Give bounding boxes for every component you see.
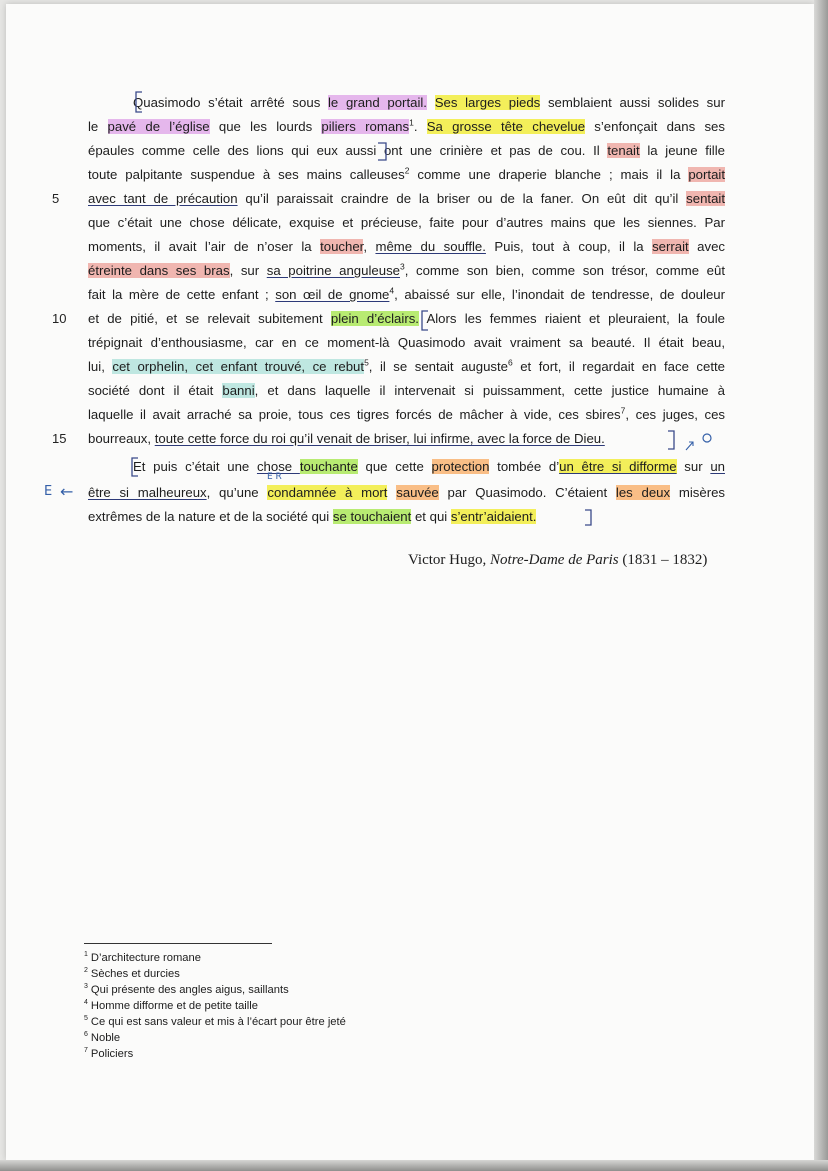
text-line: que c’était une chose délicate, exquise et précieuse, faite pour d’autres mains que les siennes. Par <box>88 215 725 230</box>
footnote: $^5$ Ce qui est sans valeur et mis à l’écart pour être jeté <box>84 1015 346 1028</box>
text-line: laquelle il avait arraché sa proie, tous ces tigres forcés de mâcher à vide, ces sbires$^7$, ces juges, ces <box>88 405 726 422</box>
bracket-close-mark <box>668 431 674 449</box>
line-number: 15 <box>52 431 67 446</box>
line-number: 5 <box>52 191 60 206</box>
attribution: Victor Hugo, Notre-Dame de Paris (1831 – 1832) <box>408 552 708 568</box>
line-number: 10 <box>52 311 67 326</box>
text-line: bourreaux, toute cette force du roi qu’il venait de briser, lui infirme, avec la force de Dieu. <box>88 431 605 446</box>
footnote-rule <box>84 943 272 944</box>
text-line: Et puis c’était une chose touchante que cette protection tombée d’un être si difforme sur un <box>133 459 725 474</box>
text-line: toute palpitante suspendue à ses mains calleuses$^2$ comme une draperie blanche ; mais il la portait <box>88 165 725 182</box>
footnote: $^3$ Qui présente des angles aigus, saillants <box>84 983 289 996</box>
bracket-open-mark <box>422 311 428 330</box>
text-line: société dont il était banni, et dans laquelle il intervenait si puissamment, cette justice humaine à <box>88 383 725 398</box>
bracket-close-mark <box>378 143 386 160</box>
margin-e-mark: E <box>44 484 53 499</box>
text-line: fait la mère de cette enfant ; son œil de gnome$^4$, abaissé sur elle, l’inondait de tendresse, de douleur <box>88 285 726 302</box>
text-line: épaules comme celle des lions qui eux aussi ont une crinière et pas de cou. Il tenait la jeune fille <box>88 143 725 158</box>
text-line: être si malheureux, qu’une condamnée à mort sauvée par Quasimodo. C’étaient les deux misères <box>88 485 726 500</box>
footnote: $^1$ D’architecture romane <box>84 951 201 964</box>
bracket-open-mark <box>132 458 138 476</box>
footnote: $^7$ Policiers <box>84 1047 134 1060</box>
text-line: Quasimodo s’était arrêté sous le grand portail. Ses larges pieds semblaient aussi solides sur <box>133 95 725 110</box>
footnote: $^2$ Sèches et durcies <box>84 967 180 980</box>
text-line: lui, cet orphelin, cet enfant trouvé, ce rebut$^5$, il se sentait auguste$^6$ et fort, il regardait en face cette <box>88 357 725 374</box>
circle-mark <box>703 434 711 442</box>
footnote: $^6$ Noble <box>84 1031 121 1044</box>
text-line: et de pitié, et se relevait subitement plein d’éclairs. Alors les femmes riaient et pleuraient, la foule <box>88 311 726 326</box>
text-line: trépignait d’enthousiasme, car en ce moment-là Quasimodo avait vraiment sa beauté. Il était beau, <box>88 335 725 350</box>
text-line: avec tant de précaution qu’il paraissait craindre de la briser ou de la faner. On eût dit qu’il sentait <box>88 191 725 206</box>
text-line: extrêmes de la nature et de la société qui se touchaient et qui s’entr’aidaient. <box>88 509 537 524</box>
text-line: le pavé de l’église que les lourds piliers romans$^1$. Sa grosse tête chevelue s’enfonçait dans ses <box>88 117 725 134</box>
text-line: étreinte dans ses bras, sur sa poitrine anguleuse$^3$, comme son bien, comme son trésor, comme eût <box>88 261 725 278</box>
text-line: moments, il avait l’air de n’oser la toucher, même du souffle. Puis, tout à coup, il la serrait avec <box>88 239 726 254</box>
bracket-open-mark <box>136 92 142 112</box>
margin-arrow-mark: ← <box>60 482 74 501</box>
bracket-close-mark <box>585 510 591 525</box>
footnote: $^4$ Homme difforme et de petite taille <box>84 999 258 1012</box>
arrow-mark <box>686 442 693 450</box>
above-er-mark: E R <box>267 472 282 482</box>
